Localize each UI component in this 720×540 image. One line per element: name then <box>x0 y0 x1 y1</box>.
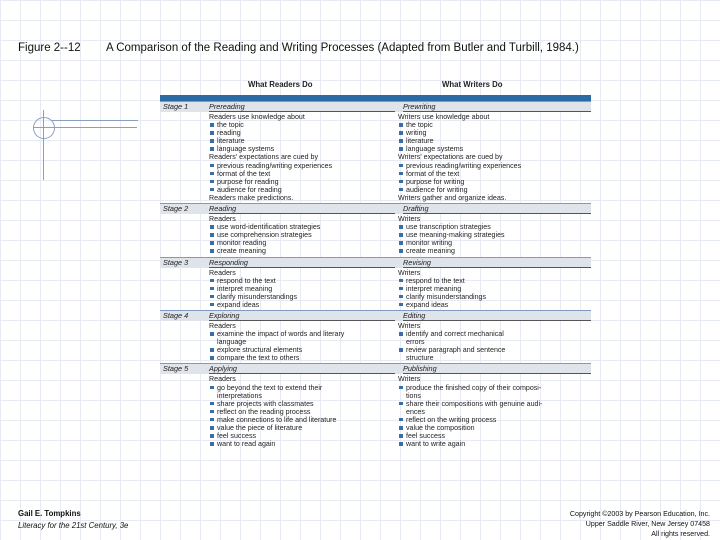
stage-body <box>160 214 591 256</box>
column-header-readers: What Readers Do <box>248 80 313 89</box>
bullet-item: review paragraph and sentence <box>398 346 591 354</box>
writing-phase-name: Drafting <box>403 204 591 214</box>
stage-label: Stage 1 <box>163 102 189 111</box>
stage-row <box>160 203 591 256</box>
reading-phase-name: Exploring <box>209 311 395 321</box>
stage-header <box>160 203 591 214</box>
writers-column <box>396 375 591 448</box>
bullet-item: the topic <box>209 121 392 129</box>
bullet-item: reading <box>209 129 392 137</box>
bullet-item: create meaning <box>398 247 591 255</box>
stage-label: Stage 5 <box>163 364 189 374</box>
bullet-item: compare the text to others <box>209 354 392 362</box>
writers-column <box>396 322 591 362</box>
bullet-item: want to read again <box>209 440 392 448</box>
stage-body <box>160 321 591 363</box>
copyright-line: Copyright ©2003 by Pearson Education, Inc. <box>569 510 710 518</box>
stage-header <box>160 101 591 112</box>
writers-column <box>396 215 591 255</box>
text-line: Readers <box>209 268 236 277</box>
figure-caption: A Comparison of the Reading and Writing Processes (Adapted from Butler and Turbill, 1984.) <box>106 42 579 54</box>
writing-phase-name: Prewriting <box>403 102 591 112</box>
bullet-item: previous reading/writing experiences <box>398 162 591 170</box>
text-line: Writers <box>398 375 421 384</box>
bullet-item: monitor reading <box>209 239 392 247</box>
bullet-item: expand ideas <box>398 301 591 309</box>
stage-header <box>160 363 591 374</box>
figure-title <box>18 42 579 54</box>
stage-label: Stage 2 <box>163 204 189 214</box>
footer-attribution <box>18 508 128 532</box>
decorative-line <box>52 120 138 121</box>
reading-phase-name: Applying <box>209 364 395 374</box>
text-line: Readers <box>209 375 236 384</box>
comparison-table <box>160 78 591 449</box>
stage-row <box>160 101 591 203</box>
bullet-item: language systems <box>209 145 392 153</box>
footer-author: Gail E. Tompkins <box>18 509 81 518</box>
text-line: Writers <box>398 268 421 277</box>
readers-column <box>160 269 396 309</box>
column-header-writers: What Writers Do <box>442 80 503 89</box>
bullet-item: literature <box>398 137 591 145</box>
bullet-item: interpret meaning <box>398 285 591 293</box>
bullet-item: clarify misunderstandings <box>209 293 392 301</box>
bullet-item: respond to the text <box>209 277 392 285</box>
writers-column <box>396 113 591 202</box>
text-line: language <box>217 338 247 347</box>
bullet-item: expand ideas <box>209 301 392 309</box>
text-line: Readers make predictions. <box>209 193 294 202</box>
text-line: Writers gather and organize ideas. <box>398 193 507 202</box>
stage-body <box>160 112 591 203</box>
bullet-item: audience for reading <box>209 186 392 194</box>
bullet-item: use word-identification strategies <box>209 223 392 231</box>
writers-column <box>396 269 591 309</box>
text-line: ences <box>406 407 425 416</box>
text-line: Writers' expectations are cued by <box>398 153 503 162</box>
bullet-item: value the composition <box>398 424 591 432</box>
bullet-item: the topic <box>398 121 591 129</box>
bullet-item: respond to the text <box>398 277 591 285</box>
bullet-item: reflect on the reading process <box>209 408 392 416</box>
stage-header <box>160 257 591 268</box>
text-line: tions <box>406 391 421 400</box>
bullet-item: create meaning <box>209 247 392 255</box>
decorative-line <box>33 127 137 128</box>
bullet-item: identify and correct mechanical <box>398 330 591 338</box>
bullet-item: purpose for writing <box>398 178 591 186</box>
text-line: Writers <box>398 321 421 330</box>
text-line: Readers use knowledge about <box>209 113 305 121</box>
rights-line: All rights reserved. <box>651 530 710 538</box>
bullet-item: literature <box>209 137 392 145</box>
readers-column <box>160 215 396 255</box>
text-line: Writers <box>398 215 421 224</box>
writing-phase-name: Editing <box>403 311 591 321</box>
reading-phase-name: Prereading <box>209 102 395 112</box>
readers-column <box>160 375 396 448</box>
bullet-item: produce the finished copy of their composi- <box>398 384 591 392</box>
footer-book-title: Literacy for the 21st Century, 3e <box>18 521 129 530</box>
bullet-item: reflect on the writing process <box>398 416 591 424</box>
reading-phase-name: Responding <box>209 258 395 268</box>
bullet-item: value the piece of literature <box>209 424 392 432</box>
readers-column <box>160 322 396 362</box>
bullet-item: interpret meaning <box>209 285 392 293</box>
writing-phase-name: Revising <box>403 258 591 268</box>
decorative-line <box>43 110 44 180</box>
stage-body <box>160 268 591 310</box>
bullet-item: feel success <box>209 432 392 440</box>
stage-label: Stage 4 <box>163 310 189 320</box>
bullet-item: format of the text <box>398 170 591 178</box>
stage-row <box>160 257 591 310</box>
stage-list <box>160 101 591 449</box>
text-line: Readers <box>209 215 236 224</box>
writing-phase-name: Publishing <box>403 364 591 374</box>
bullet-item: previous reading/writing experiences <box>209 162 392 170</box>
bullet-item: share projects with classmates <box>209 400 392 408</box>
bullet-item: feel success <box>398 432 591 440</box>
bullet-item: purpose for reading <box>209 178 392 186</box>
stage-header <box>160 310 591 321</box>
bullet-item: format of the text <box>209 170 392 178</box>
bullet-item: use transcription strategies <box>398 223 591 231</box>
stage-row <box>160 310 591 363</box>
reading-phase-name: Reading <box>209 204 395 214</box>
stage-body <box>160 374 591 449</box>
bullet-item: want to write again <box>398 440 591 448</box>
stage-label: Stage 3 <box>163 257 189 267</box>
footer-copyright <box>570 509 710 539</box>
bullet-item: audience for writing <box>398 186 591 194</box>
table-column-headers <box>160 78 591 95</box>
text-line: interpretations <box>217 391 262 400</box>
stage-row <box>160 363 591 449</box>
readers-column <box>160 113 396 202</box>
bullet-item: use comprehension strategies <box>209 231 392 239</box>
bullet-item: make connections to life and literature <box>209 416 392 424</box>
text-line: structure <box>406 354 434 363</box>
bullet-item: language systems <box>398 145 591 153</box>
bullet-item: clarify misunderstandings <box>398 293 591 301</box>
text-line: Writers use knowledge about <box>398 113 490 121</box>
figure-label: Figure 2--12 <box>18 42 81 54</box>
bullet-item: go beyond the text to extend their <box>209 384 392 392</box>
bullet-item: monitor writing <box>398 239 591 247</box>
text-line: Readers <box>209 321 236 330</box>
bullet-item: use meaning-making strategies <box>398 231 591 239</box>
bullet-item: examine the impact of words and literary <box>209 330 392 338</box>
text-line: Readers' expectations are cued by <box>209 153 319 162</box>
bullet-item: explore structural elements <box>209 346 392 354</box>
bullet-item: share their compositions with genuine audi- <box>398 400 591 408</box>
publisher-address: Upper Saddle River, New Jersey 07458 <box>585 520 710 528</box>
bullet-item: writing <box>398 129 591 137</box>
text-line: errors <box>406 338 425 347</box>
